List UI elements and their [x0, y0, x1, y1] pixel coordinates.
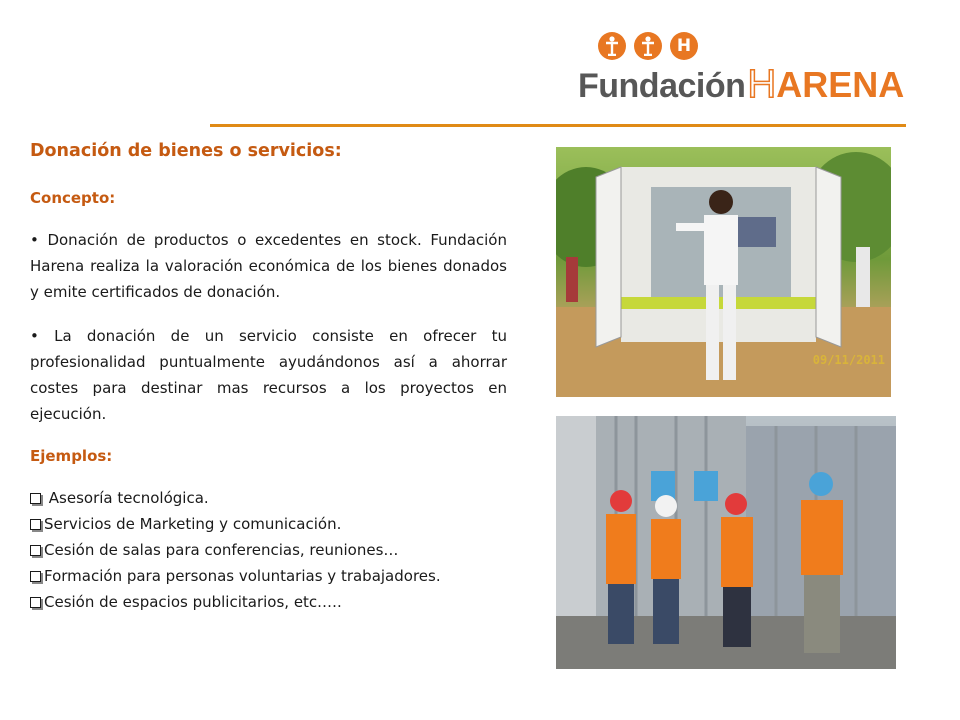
- checkbox-bullet-icon: [30, 493, 41, 504]
- list-item-text: Cesión de espacios publicitarios, etc.….: [44, 593, 342, 611]
- list-item: [30, 537, 507, 563]
- concepto-bullet-text: Donación de productos o excedentes en stock. Fundación Harena realiza la valoración económica de los bienes donados y emite certificados de donación.: [30, 231, 507, 301]
- photo-date-stamp: 09/11/2011: [812, 353, 885, 367]
- checkbox-bullet-icon: [30, 571, 41, 582]
- list-item-text: Asesoría tecnológica.: [48, 489, 209, 507]
- list-item-text: Formación para personas voluntarias y trabajadores.: [44, 567, 441, 585]
- concepto-bullet-text: La donación de un servicio consiste en ofrecer tu profesionalidad puntualmente ayudándonos así a ahorrar costes para destinar mas recursos a los proyectos en ejecución.: [30, 327, 507, 423]
- logo-wordmark: [578, 62, 905, 110]
- main-content: [30, 141, 507, 615]
- list-item: [30, 563, 507, 589]
- checkbox-bullet-icon: [30, 519, 41, 530]
- logo-word-arena: ARENA: [776, 64, 905, 105]
- logo-icons: [598, 32, 698, 64]
- logo-word-fundacion: Fundación: [578, 67, 746, 105]
- person-icon: [598, 32, 626, 60]
- h-letter-icon: H: [670, 32, 698, 60]
- ambulance-photo: [556, 147, 891, 397]
- fundacion-harena-logo: [578, 32, 905, 106]
- checkbox-bullet-icon: [30, 597, 41, 608]
- list-item: [30, 485, 507, 511]
- page-title: Donación de bienes o servicios:: [30, 141, 342, 161]
- workers-photo: [556, 416, 896, 669]
- ejemplos-list: [30, 485, 507, 615]
- ejemplos-heading: Ejemplos:: [30, 447, 113, 465]
- concepto-bullet: • Donación de productos o excedentes en stock. Fundación Harena realiza la valoración económica de los bienes donados y emite certificados de donación.: [30, 231, 507, 301]
- header-divider: [210, 124, 906, 127]
- checkbox-bullet-icon: [30, 545, 41, 556]
- person-icon: [634, 32, 662, 60]
- logo-word-h: H: [747, 62, 777, 106]
- list-item: [30, 511, 507, 537]
- concepto-bullet: • La donación de un servicio consiste en ofrecer tu profesionalidad puntualmente ayudándonos así a ahorrar costes para destinar mas recursos a los proyectos en ejecución.: [30, 327, 507, 423]
- list-item-text: Cesión de salas para conferencias, reuniones…: [44, 541, 399, 559]
- concepto-heading: Concepto:: [30, 189, 116, 207]
- list-item-text: Servicios de Marketing y comunicación.: [44, 515, 342, 533]
- list-item: [30, 589, 507, 615]
